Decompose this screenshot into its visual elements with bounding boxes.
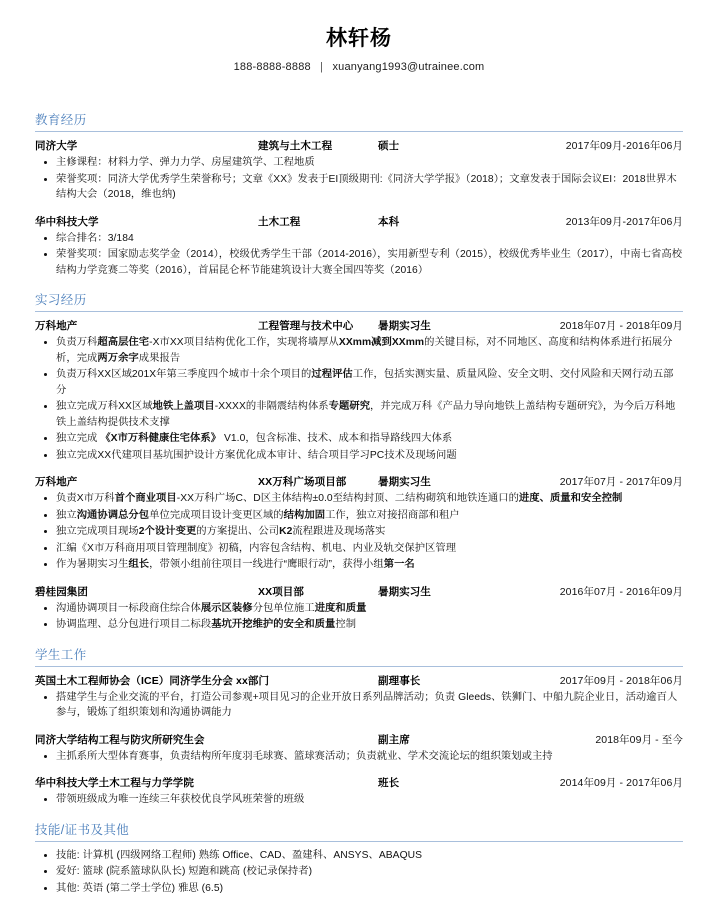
entry-header <box>35 673 683 688</box>
entry-department: XX项目部 <box>258 585 305 598</box>
resume-section <box>35 645 683 808</box>
entry-date-range: 2016年07月 - 2016年09月 <box>559 585 683 598</box>
entry-date-range: 2013年09月-2017年06月 <box>565 215 683 228</box>
entry-role: 本科 <box>378 215 400 228</box>
entry-date-range: 2017年09月 - 2018年06月 <box>559 674 683 687</box>
bullet-item: 负责万科超高层住宅-X市XX项目结构优化工作，实现将墙厚从XXmm减到XXmm的关键目标，对不同地区、高度和结构体系进行拓展分析，完成两万余字成果报告 <box>35 335 683 366</box>
section-title: 学生工作 <box>35 647 87 662</box>
entry-department: 工程管理与技术中心 <box>258 320 354 333</box>
resume-section <box>35 290 683 633</box>
phone-number: 188-8888-8888 <box>233 61 311 74</box>
entry-role: 副理事长 <box>378 674 421 687</box>
entry-date-range: 2018年09月 - 至今 <box>595 733 683 746</box>
resume-entry <box>35 584 683 633</box>
bullet-item: 爱好: 篮球 (院系篮球队队长) 短跑和跳高 (校记录保持者) <box>35 864 683 880</box>
entry-bullet-list <box>35 690 683 721</box>
resume-entry <box>35 214 683 279</box>
candidate-name: 林轩杨 <box>326 27 392 50</box>
entry-spacer <box>35 464 683 468</box>
resume-entry <box>35 138 683 203</box>
resume-entry <box>35 848 683 897</box>
entry-bullet-list <box>35 601 683 633</box>
entry-organization: 碧桂园集团 <box>35 585 88 598</box>
bullet-item: 独立完成 《X市万科健康住宅体系》 V1.0，包含标准、技术、成本和指导路线四大体系 <box>35 431 683 447</box>
entry-spacer <box>35 574 683 578</box>
bullet-item: 搭建学生与企业交流的平台，打造公司参观+项目见习的企业开放日系列品牌活动；负责 Gleeds、铁狮门、中船九院企业日，活动逾百人参与，锻炼了组织策划和沟通协调能力 <box>35 690 683 721</box>
entry-bullet-list <box>35 749 683 765</box>
resume-section <box>35 110 683 278</box>
entry-organization: 同济大学 <box>35 140 78 153</box>
bullet-item: 荣誉奖项：同济大学优秀学生荣誉称号；文章《XX》发表于EI顶级期刊:《同济大学学报》（2018）；文章发表于国际会议EI：2018世界木结构大会（2018，维也纳) <box>35 172 683 203</box>
resume-entry <box>35 673 683 721</box>
bullet-item: 技能: 计算机 (四级网络工程师) 熟练 Office、CAD、盈建科、ANSYS、ABAQUS <box>35 848 683 864</box>
entry-date-range: 2017年07月 - 2017年09月 <box>559 476 683 489</box>
entry-organization: 华中科技大学 <box>35 215 99 228</box>
resume-entry <box>35 775 683 808</box>
bullet-item: 独立沟通协调总分包单位完成项目设计变更区域的结构加固工作，独立对接招商部和租户 <box>35 508 683 524</box>
resume-header <box>35 0 683 73</box>
entry-role: 暑期实习生 <box>378 585 431 598</box>
section-divider <box>35 131 683 132</box>
entry-role: 副主席 <box>378 733 410 746</box>
bullet-item: 主抓系所大型体育赛事，负责结构所年度羽毛球赛、篮球赛活动；负责就业、学术交流论坛的组织策划或主持 <box>35 749 683 765</box>
entry-spacer <box>35 722 683 726</box>
email-address: xuanyang1993@utrainee.com <box>332 61 485 74</box>
entry-organization: 同济大学结构工程与防灾所研究生会 <box>35 733 205 746</box>
entry-bullet-list <box>35 491 683 573</box>
section-title: 实习经历 <box>35 293 87 308</box>
entry-header <box>35 732 683 747</box>
bullet-item: 作为暑期实习生组长，带领小组前往项目一线进行“鹰眼行动”，获得小组第一名 <box>35 557 683 573</box>
bullet-item: 独立完成万科XX区域地铁上盖项目-XXXX的非隔震结构体系专题研究，并完成万科《产品力导向地铁上盖结构专题研究》，为今后万科地铁上盖结构提供技术支撑 <box>35 399 683 430</box>
entry-bullet-list <box>35 335 683 463</box>
bullet-item: 协调监理、总分包进行项目二标段基坑开挖维护的安全和质量控制 <box>35 617 683 633</box>
bullet-item: 负责X市万科首个商业项目-XX万科广场C、D区主体结构±0.0至结构封顶、二结构砌筑和地铁连通口的进度、质量和安全控制 <box>35 491 683 507</box>
entry-date-range: 2018年07月 - 2018年09月 <box>559 320 683 333</box>
section-divider <box>35 841 683 842</box>
bullet-item: 沟通协调项目一标段商住综合体展示区装修分包单位施工进度和质量 <box>35 601 683 617</box>
resume-entry <box>35 732 683 765</box>
entry-bullet-list <box>35 792 683 808</box>
bullet-item: 独立完成XX代建项目基坑围护设计方案优化成本审计、结合项目学习PC技术及现场问题 <box>35 448 683 464</box>
entry-department: 建筑与土木工程 <box>258 140 333 153</box>
resume-entry <box>35 318 683 463</box>
section-title: 教育经历 <box>35 113 87 128</box>
section-spacer <box>35 279 683 290</box>
bullet-item: 主修课程：材料力学、弹力力学、房屋建筑学、工程地质 <box>35 155 683 171</box>
resume-section <box>35 820 683 897</box>
section-divider <box>35 311 683 312</box>
entry-header <box>35 474 683 489</box>
entry-organization: 华中科技大学土木工程与力学学院 <box>35 777 194 790</box>
entry-date-range: 2017年09月-2016年06月 <box>565 140 683 153</box>
bullet-item: 带领班级成为唯一连续三年获校优良学风班荣誉的班级 <box>35 792 683 808</box>
entry-header <box>35 214 683 229</box>
entry-organization: 英国土木工程师协会（ICE）同济学生分会 xx部门 <box>35 674 270 687</box>
entry-role: 暑期实习生 <box>378 320 431 333</box>
bullet-item: 负责万科XX区域201X年第三季度四个城市十余个项目的过程评估工作，包括实测实量、质量风险、安全文明、交付风险和天网行动五部分 <box>35 367 683 398</box>
section-spacer <box>35 809 683 820</box>
entry-spacer <box>35 204 683 208</box>
entry-header <box>35 318 683 333</box>
resume-entry <box>35 474 683 573</box>
entry-header <box>35 775 683 790</box>
entry-header <box>35 584 683 599</box>
bullet-item: 独立完成项目现场2个设计变更的方案提出、公司K2流程跟进及现场落实 <box>35 524 683 540</box>
contact-line <box>35 61 683 73</box>
contact-separator: | <box>320 61 324 74</box>
entry-department: 土木工程 <box>258 215 301 228</box>
bullet-item: 其他: 英语 (第二学士学位) 雅思 (6.5) <box>35 881 683 897</box>
entry-role: 班长 <box>378 777 400 790</box>
resume-sections <box>35 110 683 896</box>
section-spacer <box>35 634 683 645</box>
entry-bullet-list <box>35 231 683 279</box>
section-divider <box>35 666 683 667</box>
entry-bullet-list <box>35 155 683 203</box>
entry-header <box>35 138 683 153</box>
bullet-item: 综合排名：3/184 <box>35 231 683 247</box>
entry-date-range: 2014年09月 - 2017年06月 <box>559 777 683 790</box>
entry-spacer <box>35 765 683 769</box>
section-title: 技能/证书及其他 <box>35 822 130 837</box>
entry-bullet-list <box>35 848 683 897</box>
bullet-item: 汇编《X市万科商用项目管理制度》初稿，内容包含结构、机电、内业及轨交保护区管理 <box>35 541 683 557</box>
bullet-item: 荣誉奖项：国家励志奖学金（2014），校级优秀学生干部（2014-2016），实用新型专利（2015），校级优秀毕业生（2017），中南七省高校结构力学竞赛二等奖（2016），首届昆仑杯节能建筑设计大赛全国四等奖（2016） <box>35 247 683 278</box>
entry-organization: 万科地产 <box>35 320 78 333</box>
entry-role: 硕士 <box>378 140 400 153</box>
entry-role: 暑期实习生 <box>378 476 431 489</box>
entry-department: XX万科广场项目部 <box>258 476 347 489</box>
entry-organization: 万科地产 <box>35 476 78 489</box>
